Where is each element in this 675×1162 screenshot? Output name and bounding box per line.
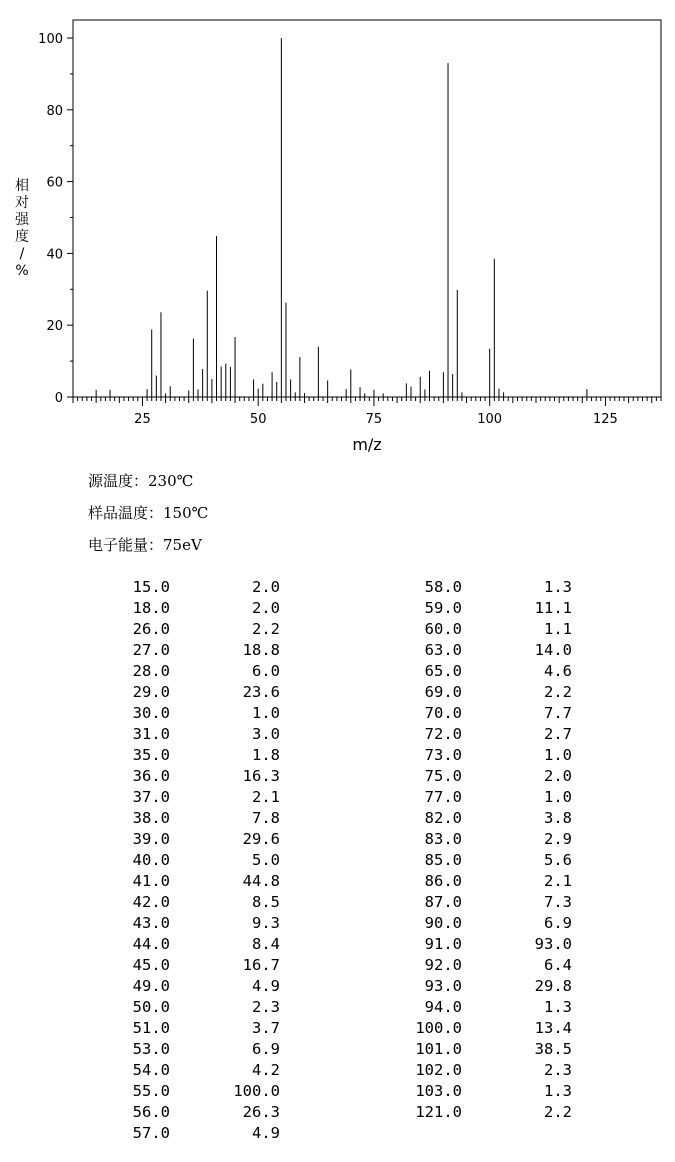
mz-value: 37.0 [132, 788, 170, 806]
peak-row [352, 1039, 572, 1060]
relative-abundance-value: 1.0 [544, 788, 572, 806]
peak-row [60, 787, 280, 808]
electron-energy: 电子能量：75eV [88, 536, 202, 554]
mz-value: 65.0 [424, 662, 462, 680]
mz-value: 82.0 [424, 809, 462, 827]
mz-value: 86.0 [424, 872, 462, 890]
mz-value: 87.0 [424, 893, 462, 911]
peak-row [352, 997, 572, 1018]
peak-row [352, 976, 572, 997]
mz-value: 103.0 [415, 1082, 462, 1100]
peak-row [352, 913, 572, 934]
mz-value: 30.0 [132, 704, 170, 722]
peak-row [60, 577, 280, 598]
peak-group [96, 38, 587, 397]
relative-abundance-value: 9.3 [252, 914, 280, 932]
mz-value: 40.0 [132, 851, 170, 869]
mz-value: 69.0 [424, 683, 462, 701]
peak-row [60, 1018, 280, 1039]
y-axis-label-char: 强 [15, 212, 29, 228]
mz-value: 27.0 [132, 641, 170, 659]
y-axis-label-char: 度 [15, 229, 29, 245]
relative-abundance-value: 1.0 [544, 746, 572, 764]
relative-abundance-value: 2.0 [252, 578, 280, 596]
peak-row [60, 997, 280, 1018]
relative-abundance-value: 93.0 [534, 935, 572, 953]
mz-value: 59.0 [424, 599, 462, 617]
peak-row [60, 724, 280, 745]
peak-row [60, 913, 280, 934]
peak-row [352, 808, 572, 829]
relative-abundance-value: 100.0 [233, 1082, 280, 1100]
peak-row [352, 661, 572, 682]
mz-value: 26.0 [132, 620, 170, 638]
peak-row [352, 955, 572, 976]
relative-abundance-value: 2.2 [252, 620, 280, 638]
relative-abundance-value: 2.0 [252, 599, 280, 617]
y-axis-label-char: 相 [15, 178, 29, 194]
peak-row [352, 598, 572, 619]
y-axis-label-char: 对 [15, 195, 29, 211]
relative-abundance-value: 2.1 [544, 872, 572, 890]
relative-abundance-value: 4.2 [252, 1061, 280, 1079]
peak-table-left [60, 577, 280, 1144]
mz-value: 72.0 [424, 725, 462, 743]
relative-abundance-value: 7.3 [544, 893, 572, 911]
peak-row [352, 682, 572, 703]
relative-abundance-value: 2.0 [544, 767, 572, 785]
relative-abundance-value: 4.9 [252, 1124, 280, 1142]
relative-abundance-value: 1.8 [252, 746, 280, 764]
mz-value: 41.0 [132, 872, 170, 890]
relative-abundance-value: 44.8 [242, 872, 280, 890]
peak-row [352, 1102, 572, 1123]
relative-abundance-value: 38.5 [534, 1040, 572, 1058]
relative-abundance-value: 4.6 [544, 662, 572, 680]
mz-value: 100.0 [415, 1019, 462, 1037]
y-tick-label: 20 [46, 319, 63, 335]
relative-abundance-value: 6.9 [252, 1040, 280, 1058]
mz-value: 90.0 [424, 914, 462, 932]
mass-spectrum-chart [0, 0, 675, 460]
peak-row [352, 640, 572, 661]
mz-value: 43.0 [132, 914, 170, 932]
peak-row [60, 682, 280, 703]
peak-row [60, 871, 280, 892]
peak-row [60, 934, 280, 955]
mz-value: 54.0 [132, 1061, 170, 1079]
relative-abundance-value: 2.3 [544, 1061, 572, 1079]
peak-row [352, 934, 572, 955]
relative-abundance-value: 6.0 [252, 662, 280, 680]
x-tick-label: 25 [134, 412, 151, 427]
peak-row [352, 703, 572, 724]
x-tick-label: 50 [249, 412, 267, 427]
mz-value: 55.0 [132, 1082, 170, 1100]
peak-row [352, 745, 572, 766]
mz-value: 29.0 [132, 683, 170, 701]
mz-value: 42.0 [132, 893, 170, 911]
source-temperature: 源温度：230℃ [88, 472, 194, 490]
peak-row [352, 850, 572, 871]
mz-value: 39.0 [132, 830, 170, 848]
relative-abundance-value: 2.7 [544, 725, 572, 743]
mz-value: 44.0 [132, 935, 170, 953]
relative-abundance-value: 26.3 [242, 1103, 280, 1121]
relative-abundance-value: 14.0 [534, 641, 572, 659]
peak-row [60, 955, 280, 976]
mz-value: 56.0 [132, 1103, 170, 1121]
peak-row [352, 1018, 572, 1039]
mz-value: 93.0 [424, 977, 462, 995]
mz-value: 35.0 [132, 746, 170, 764]
mz-value: 63.0 [424, 641, 462, 659]
peak-row [60, 1060, 280, 1081]
mz-value: 102.0 [415, 1061, 462, 1079]
x-tick-label: 75 [365, 412, 383, 427]
mz-value: 121.0 [415, 1103, 462, 1121]
relative-abundance-value: 3.8 [544, 809, 572, 827]
mz-value: 45.0 [132, 956, 170, 974]
sample-temperature: 样品温度：150℃ [88, 504, 209, 522]
mz-value: 36.0 [132, 767, 170, 785]
peak-row [60, 829, 280, 850]
y-axis [38, 32, 73, 406]
y-tick-label: 80 [46, 103, 63, 119]
peak-row [352, 829, 572, 850]
peak-row [60, 640, 280, 661]
y-axis-label-char: % [15, 263, 29, 279]
relative-abundance-value: 3.7 [252, 1019, 280, 1037]
relative-abundance-value: 7.7 [544, 704, 572, 722]
y-tick-label: 40 [46, 247, 63, 263]
peak-row [352, 766, 572, 787]
mz-value: 31.0 [132, 725, 170, 743]
peak-row [60, 976, 280, 997]
mz-value: 85.0 [424, 851, 462, 869]
peak-row [352, 892, 572, 913]
y-tick-label: 60 [46, 175, 63, 191]
mz-value: 58.0 [424, 578, 462, 596]
relative-abundance-value: 6.4 [544, 956, 572, 974]
relative-abundance-value: 23.6 [242, 683, 280, 701]
peak-row [60, 766, 280, 787]
relative-abundance-value: 3.0 [252, 725, 280, 743]
mz-value: 92.0 [424, 956, 462, 974]
relative-abundance-value: 1.0 [252, 704, 280, 722]
relative-abundance-value: 2.3 [252, 998, 280, 1016]
peak-row [352, 724, 572, 745]
peak-row [60, 703, 280, 724]
mz-value: 57.0 [132, 1124, 170, 1142]
relative-abundance-value: 16.7 [242, 956, 280, 974]
peak-row [352, 871, 572, 892]
relative-abundance-value: 2.1 [252, 788, 280, 806]
y-axis-label-char: / [19, 246, 25, 262]
peak-row [60, 1039, 280, 1060]
relative-abundance-value: 29.6 [242, 830, 280, 848]
relative-abundance-value: 8.4 [252, 935, 280, 953]
mz-value: 77.0 [424, 788, 462, 806]
y-axis-label [15, 177, 30, 279]
relative-abundance-value: 4.9 [252, 977, 280, 995]
relative-abundance-value: 11.1 [534, 599, 572, 617]
mz-value: 28.0 [132, 662, 170, 680]
peak-row [352, 619, 572, 640]
mz-value: 83.0 [424, 830, 462, 848]
relative-abundance-value: 2.2 [544, 1103, 572, 1121]
relative-abundance-value: 2.2 [544, 683, 572, 701]
x-tick-label: 100 [477, 412, 503, 427]
peak-row [60, 619, 280, 640]
peak-row [60, 892, 280, 913]
mz-value: 38.0 [132, 809, 170, 827]
mz-value: 91.0 [424, 935, 462, 953]
mz-value: 73.0 [424, 746, 462, 764]
x-axis [73, 397, 661, 427]
peak-row [352, 1060, 572, 1081]
relative-abundance-value: 6.9 [544, 914, 572, 932]
relative-abundance-value: 29.8 [534, 977, 572, 995]
mz-value: 70.0 [424, 704, 462, 722]
relative-abundance-value: 7.8 [252, 809, 280, 827]
relative-abundance-value: 13.4 [534, 1019, 572, 1037]
relative-abundance-value: 1.3 [544, 578, 572, 596]
mz-value: 53.0 [132, 1040, 170, 1058]
peak-row [60, 1123, 280, 1144]
peak-table-right [352, 577, 572, 1123]
peak-row [60, 598, 280, 619]
x-axis-label: m/z [352, 435, 382, 454]
relative-abundance-value: 8.5 [252, 893, 280, 911]
mz-value: 101.0 [415, 1040, 462, 1058]
relative-abundance-value: 16.3 [242, 767, 280, 785]
mz-value: 49.0 [132, 977, 170, 995]
mz-value: 94.0 [424, 998, 462, 1016]
relative-abundance-value: 5.0 [252, 851, 280, 869]
peak-row [60, 1102, 280, 1123]
relative-abundance-value: 1.1 [544, 620, 572, 638]
peak-row [60, 661, 280, 682]
peak-row [352, 787, 572, 808]
relative-abundance-value: 18.8 [242, 641, 280, 659]
peak-row [352, 1081, 572, 1102]
peak-row [60, 1081, 280, 1102]
y-tick-label: 0 [54, 391, 63, 406]
mz-value: 15.0 [132, 578, 170, 596]
mz-value: 60.0 [424, 620, 462, 638]
relative-abundance-value: 1.3 [544, 1082, 572, 1100]
mz-value: 51.0 [132, 1019, 170, 1037]
relative-abundance-value: 2.9 [544, 830, 572, 848]
peak-row [60, 850, 280, 871]
y-tick-label: 100 [38, 32, 63, 47]
peak-row [60, 808, 280, 829]
relative-abundance-value: 5.6 [544, 851, 572, 869]
relative-abundance-value: 1.3 [544, 998, 572, 1016]
mz-value: 18.0 [132, 599, 170, 617]
mz-value: 50.0 [132, 998, 170, 1016]
x-tick-label: 125 [593, 412, 618, 427]
peak-row [60, 745, 280, 766]
mz-value: 75.0 [424, 767, 462, 785]
peak-row [352, 577, 572, 598]
